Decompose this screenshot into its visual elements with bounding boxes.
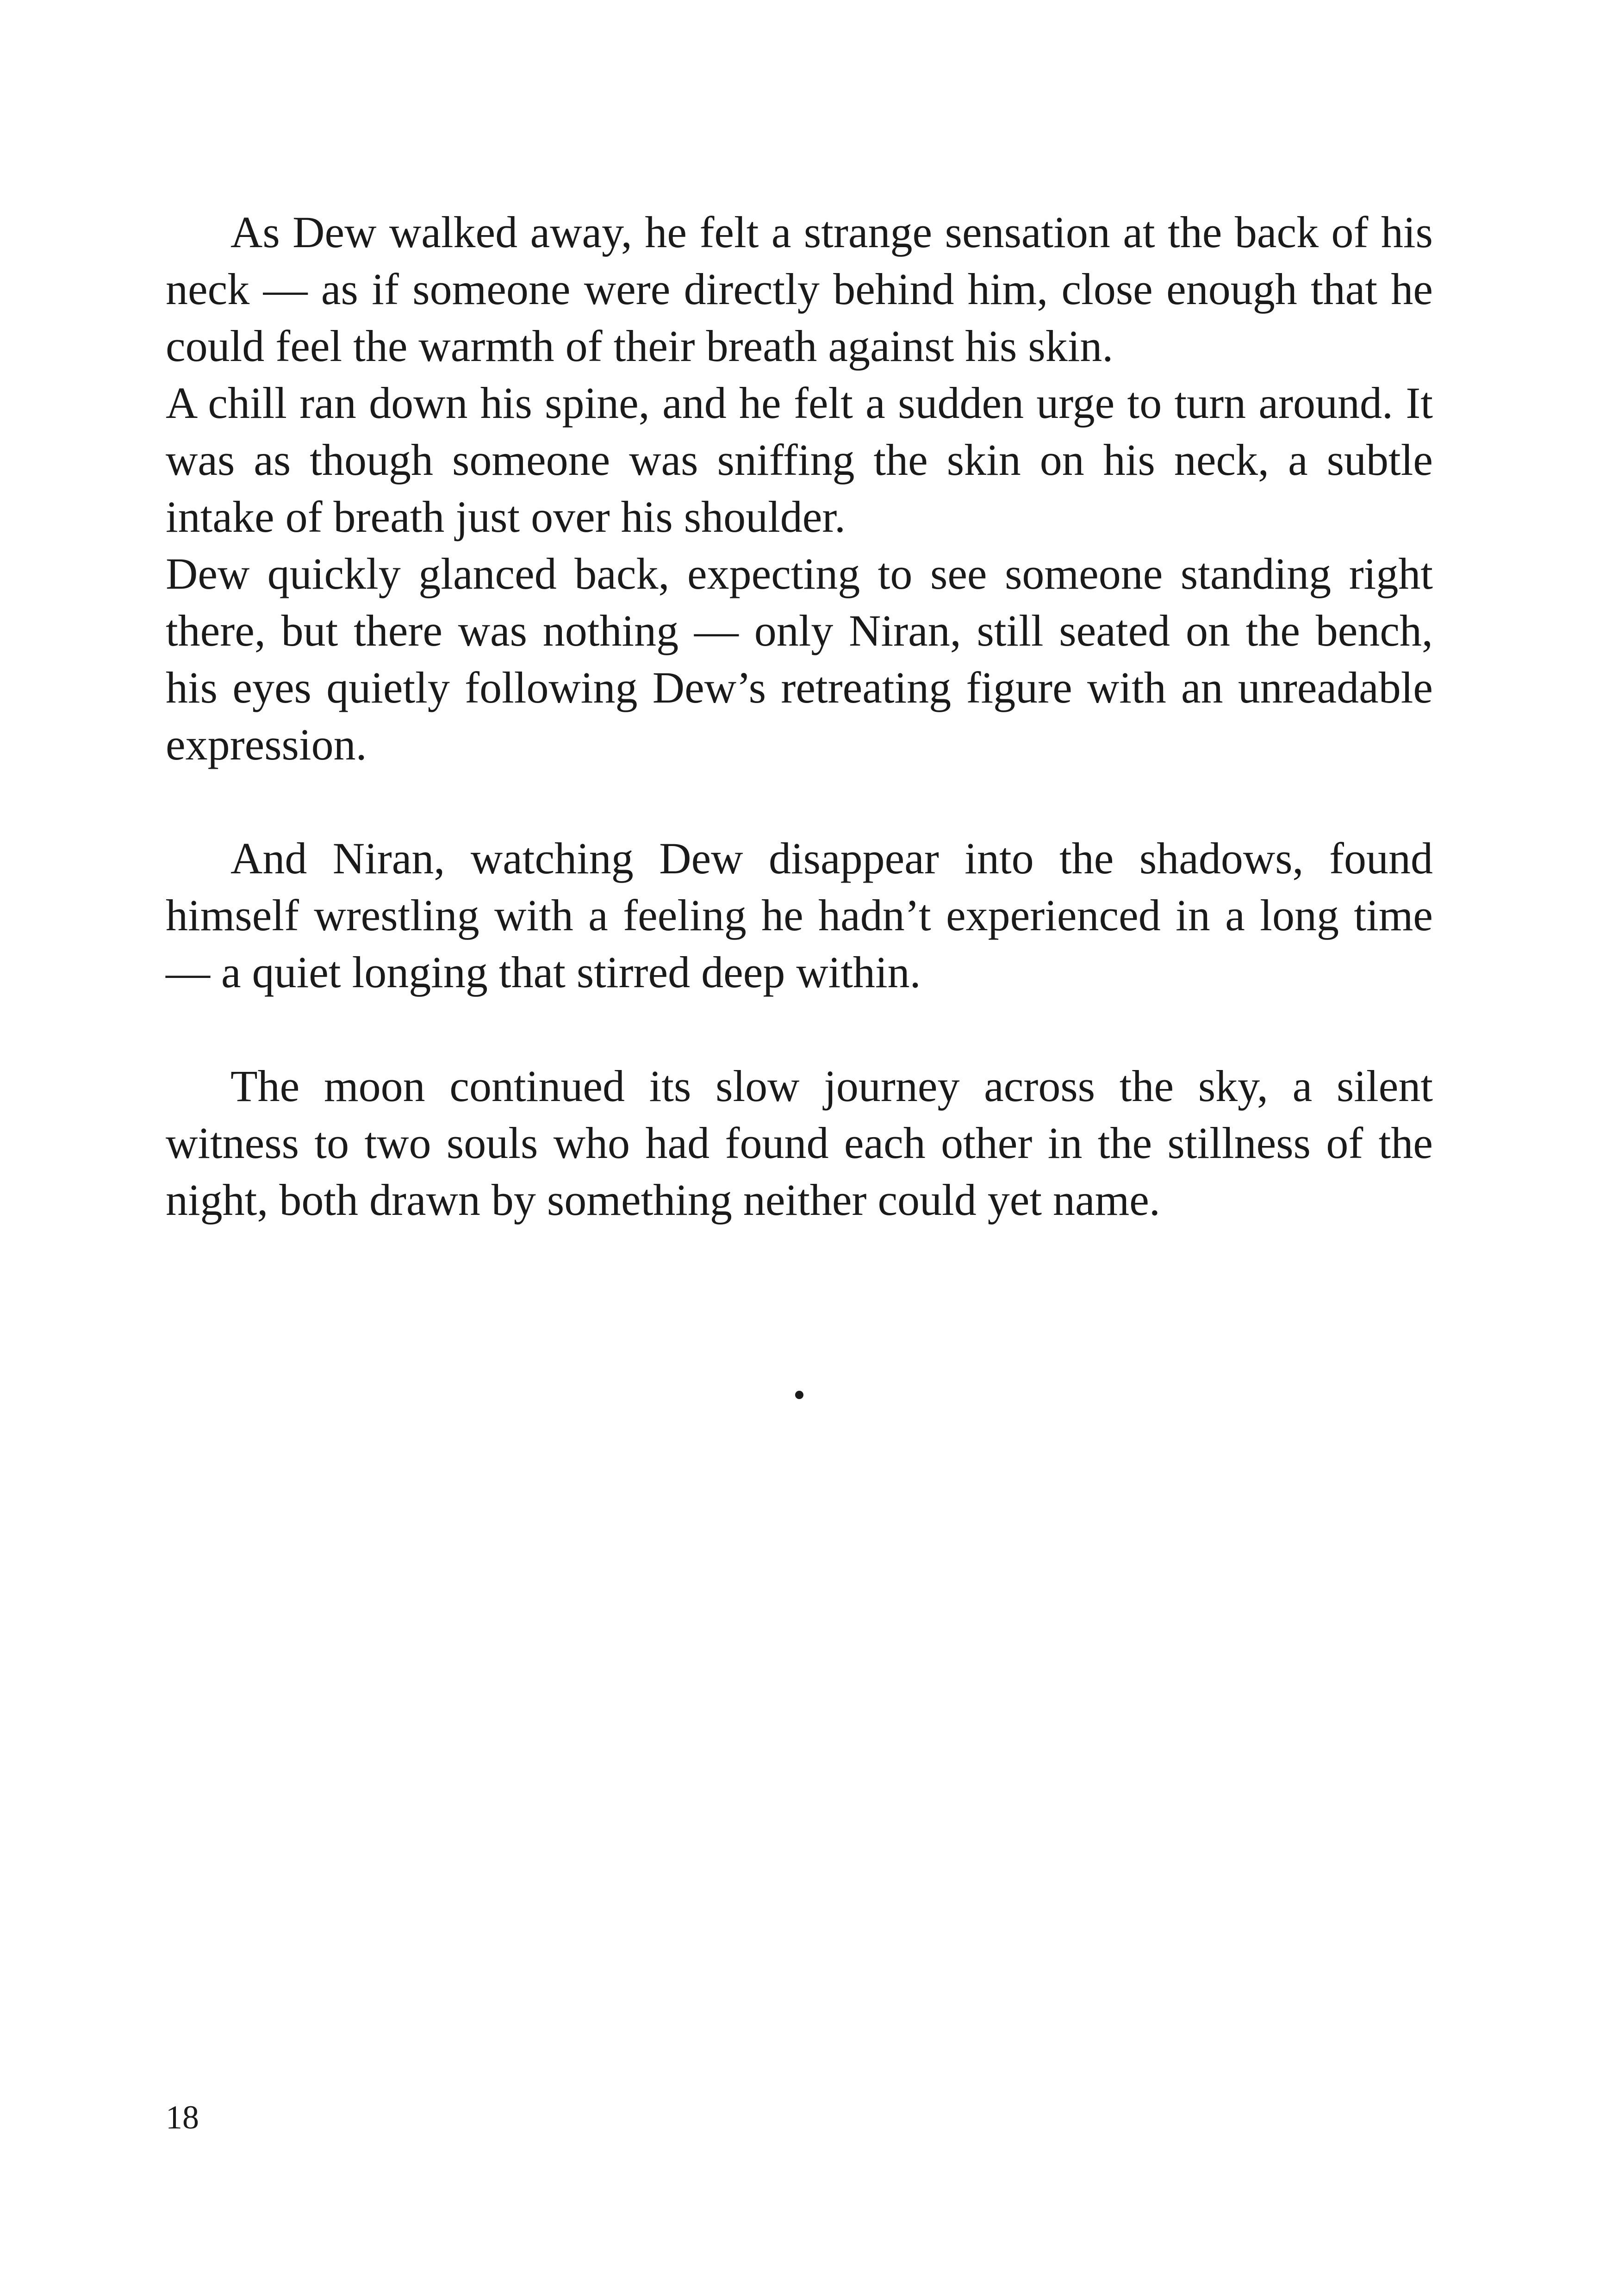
paragraph-gap <box>166 773 1433 830</box>
paragraph: As Dew walked away, he felt a strange sensation at the back of his neck — as if someone were directly behind him, close enough that he could feel the warmth of their breath against his skin. <box>166 207 1433 371</box>
paragraph: The moon continued its slow journey across the sky, a silent witness to two souls who had found each other in the stillness of the night, both drawn by something neither could yet name. <box>166 1061 1433 1225</box>
page-number: 18 <box>166 2099 199 2136</box>
paragraph: A chill ran down his spine, and he felt a sudden urge to turn around. It was as though someone was sniffing the skin on his neck, a subtle intake of breath just over his shoulder. <box>166 378 1433 541</box>
scene-break-dot <box>795 1391 803 1399</box>
paragraph: Dew quickly glanced back, expecting to see someone standing right there, but there was nothing — only Niran, still seated on the bench, his eyes quietly following Dew’s retreating figure with an unreadable expression. <box>166 549 1433 769</box>
paragraph: And Niran, watching Dew disappear into the shadows, found himself wrestling with a feeling he hadn’t experienced in a long time — a quiet longing that stirred deep within. <box>166 834 1433 997</box>
paragraph-gap <box>166 1001 1433 1058</box>
body-text <box>166 204 1433 1228</box>
